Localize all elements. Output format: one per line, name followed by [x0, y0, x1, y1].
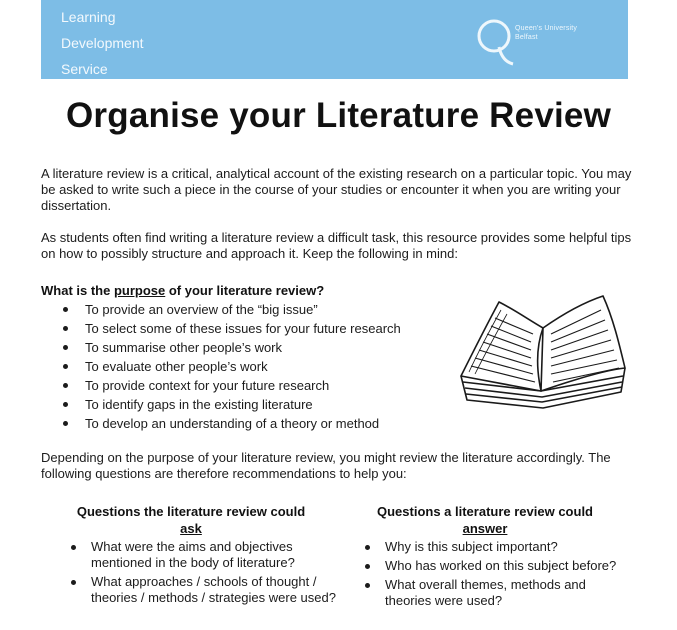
bullet-icon — [63, 326, 68, 331]
bullet-icon — [63, 364, 68, 369]
open-book-icon — [455, 288, 630, 413]
service-name — [61, 4, 144, 82]
purpose-list — [41, 300, 461, 433]
bullet-icon — [71, 580, 76, 585]
page-title: Organise your Literature Review — [66, 96, 611, 135]
bullet-icon — [63, 402, 68, 407]
ask-questions-list — [56, 539, 336, 609]
list-item: Who has worked on this subject before? — [350, 558, 630, 574]
list-item: What overall themes, methods and theories were used? — [350, 577, 630, 609]
list-item: To provide an overview of the “big issue” — [41, 300, 461, 319]
list-item: What approaches / schools of thought / theories / methods / strategies were used? — [56, 574, 336, 606]
header-banner — [41, 0, 628, 79]
bullet-icon — [365, 545, 370, 550]
answer-questions-list — [350, 539, 630, 612]
recommendations-paragraph: Depending on the purpose of your literature review, you might review the literature accordingly. The following questions are therefore recommendations to help you: — [41, 450, 611, 481]
bullet-icon — [63, 307, 68, 312]
list-item: To identify gaps in the existing literature — [41, 395, 461, 414]
ask-column-heading: Questions the literature review could ask — [76, 504, 306, 536]
list-item: What were the aims and objectives mentioned in the body of literature? — [56, 539, 336, 571]
logo-wordmark: Queen's University Belfast — [515, 25, 578, 41]
purpose-heading: What is the purpose of your literature review? — [41, 283, 325, 298]
university-logo — [475, 12, 625, 67]
service-line-2: Development — [61, 35, 144, 51]
list-item: To summarise other people’s work — [41, 338, 461, 357]
bullet-icon — [63, 345, 68, 350]
bullet-icon — [63, 421, 68, 426]
bullet-icon — [365, 564, 370, 569]
answer-column-heading: Questions a literature review could answer — [376, 504, 593, 536]
list-item: Why is this subject important? — [350, 539, 630, 555]
list-item: To provide context for your future research — [41, 376, 461, 395]
list-item: To develop an understanding of a theory or method — [41, 414, 461, 433]
bullet-icon — [63, 383, 68, 388]
intro-paragraph-1: A literature review is a critical, analytical account of the existing research on a particular topic. You may be asked to write such a piece in the course of your studies or encounter it when you are writing your dissertation. — [41, 166, 632, 213]
service-line-3: Service — [61, 61, 108, 77]
list-item: To select some of these issues for your future research — [41, 319, 461, 338]
university-crest-icon — [475, 12, 515, 67]
service-line-1: Learning — [61, 9, 116, 25]
bullet-icon — [365, 583, 370, 588]
list-item: To evaluate other people’s work — [41, 357, 461, 376]
bullet-icon — [71, 545, 76, 550]
intro-paragraph-2: As students often find writing a literature review a difficult task, this resource provides some helpful tips on how to possibly structure and approach it. Keep the following in mind: — [41, 230, 632, 261]
